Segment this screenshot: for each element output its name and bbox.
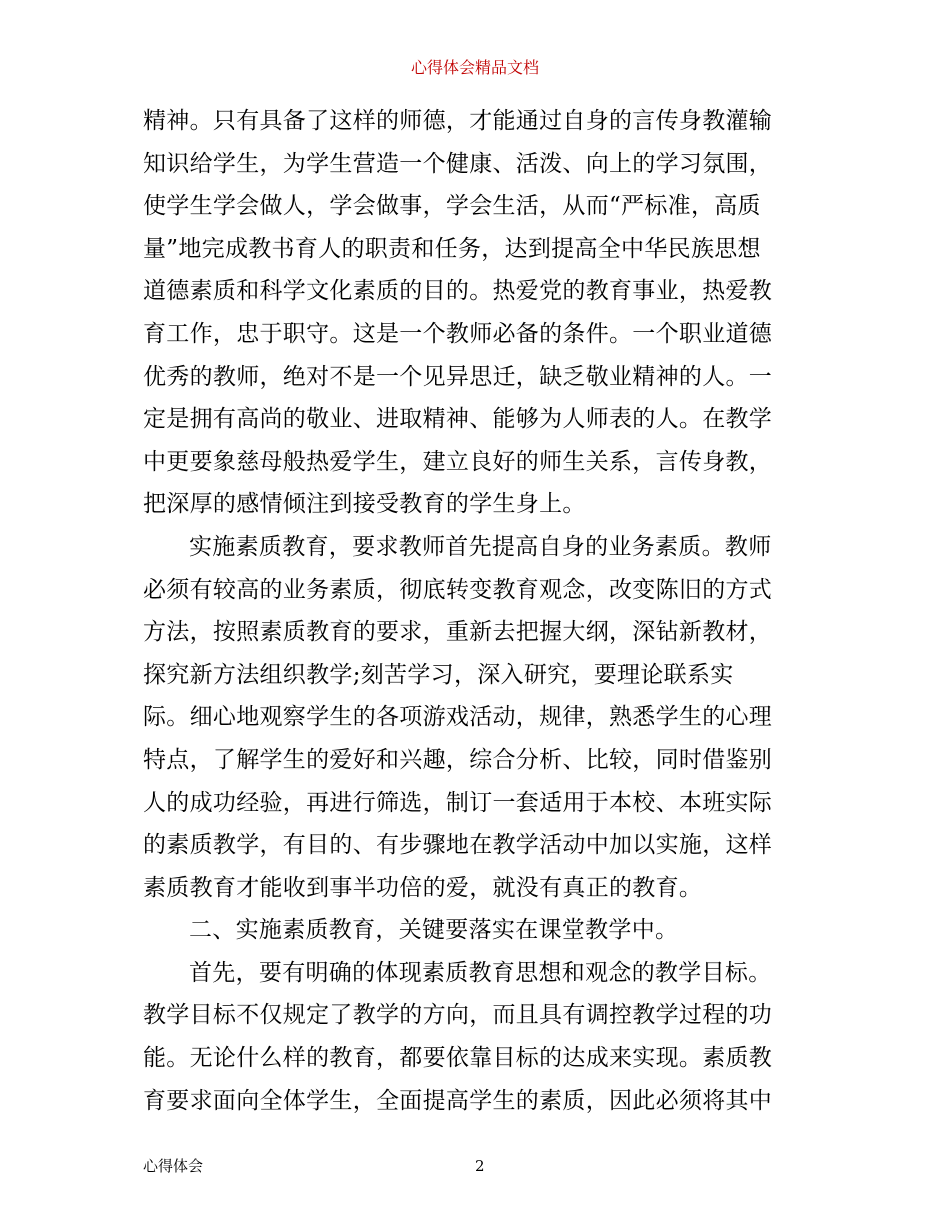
text-line: 知识给学生，为学生营造一个健康、活泼、向上的学习氛围， — [143, 150, 773, 177]
text-line: 人的成功经验，再进行筛选，制订一套适用于本校、本班实际 — [143, 789, 773, 816]
text-line: 育工作，忠于职守。这是一个教师必备的条件。一个职业道德 — [143, 320, 773, 347]
text-line: 定是拥有高尚的敬业、进取精神、能够为人师表的人。在教学 — [143, 406, 773, 433]
document-body — [143, 100, 813, 1122]
text-line: 优秀的教师，绝对不是一个见异思迁，缺乏敬业精神的人。一 — [143, 363, 773, 390]
paragraph-start-line: 实施素质教育，要求教师首先提高自身的业务素质。教师 — [189, 533, 772, 560]
paragraph-start-line: 首先，要有明确的体现素质教育思想和观念的教学目标。 — [189, 959, 772, 986]
text-line: 的素质教学，有目的、有步骤地在教学活动中加以实施，这样 — [143, 832, 773, 859]
text-line: 育要求面向全体学生，全面提高学生的素质，因此必须将其中 — [143, 1087, 773, 1114]
text-line: 探究新方法组织教学;刻苦学习，深入研究，要理论联系实 — [143, 661, 734, 688]
text-line: 道德素质和科学文化素质的目的。热爱党的教育事业，热爱教 — [143, 278, 773, 305]
page-header: 心得体会精品文档 — [410, 58, 539, 77]
text-line: 教学目标不仅规定了教学的方向，而且具有调控教学过程的功 — [143, 1002, 773, 1029]
text-line: 中更要象慈母般热爱学生，建立良好的师生关系，言传身教， — [143, 448, 773, 475]
section-heading: 二、实施素质教育，关键要落实在课堂教学中。 — [189, 917, 679, 944]
page-number: 2 — [475, 1157, 485, 1175]
page-footer — [143, 1154, 813, 1178]
text-line: 使学生学会做人，学会做事，学会生活，从而“严标准，高质 — [143, 193, 761, 220]
text-line: 能。无论什么样的教育，都要依靠目标的达成来实现。素质教 — [143, 1045, 773, 1072]
text-line: 特点，了解学生的爱好和兴趣，综合分析、比较，同时借鉴别 — [143, 746, 773, 773]
text-line: 精神。只有具备了这样的师德，才能通过自身的言传身教灌输 — [143, 108, 773, 134]
text-line: 方法，按照素质教育的要求，重新去把握大纲，深钻新教材， — [143, 619, 773, 646]
text-line: 际。细心地观察学生的各项游戏活动，规律，熟悉学生的心理 — [143, 704, 773, 731]
text-line: 素质教育才能收到事半功倍的爱，就没有真正的教育。 — [143, 874, 703, 901]
text-line: 量”地完成教书育人的职责和任务，达到提高全中华民族思想 — [143, 235, 761, 262]
text-line: 必须有较高的业务素质，彻底转变教育观念，改变陈旧的方式 — [143, 576, 773, 603]
text-line: 把深厚的感情倾注到接受教育的学生身上。 — [143, 491, 586, 518]
footer-label: 心得体会 — [143, 1157, 204, 1175]
